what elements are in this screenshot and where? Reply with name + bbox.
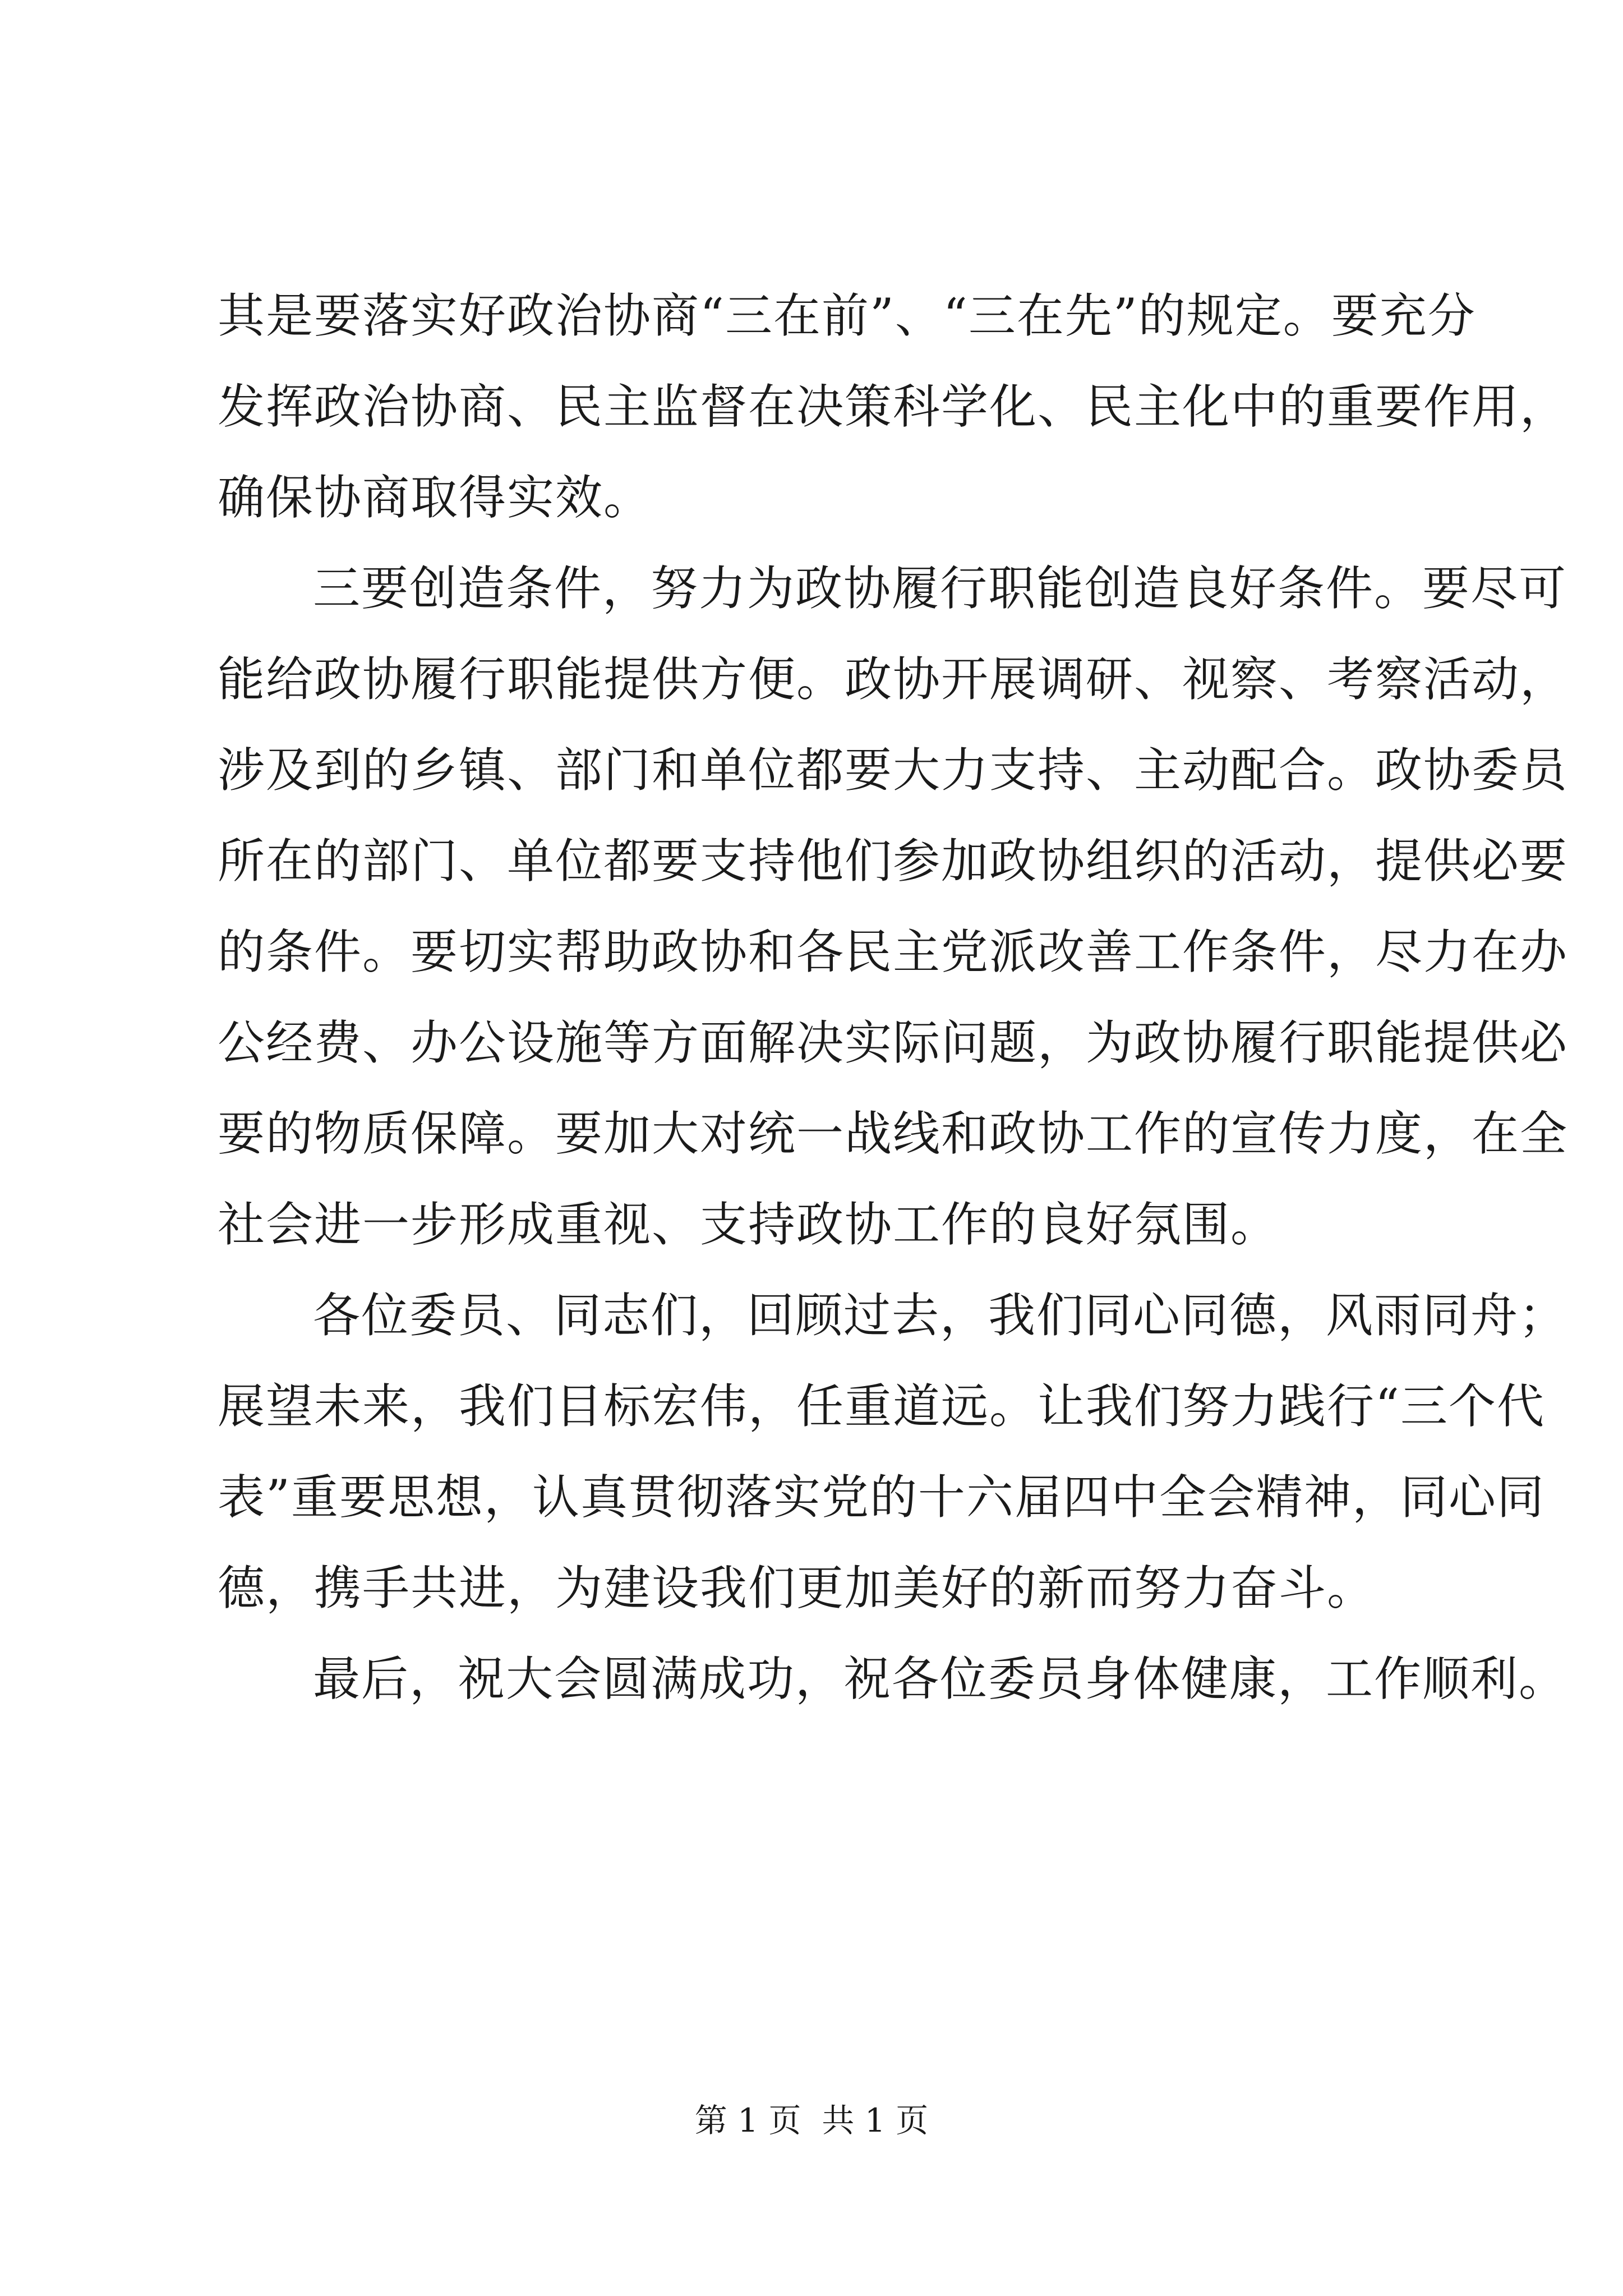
text-line: 社会进一步形成重视、支持政协工作的良好氛围。: [218, 1197, 1279, 1252]
text-line: 所在的部门、单位都要支持他们参加政协组织的活动，提供必要: [218, 834, 1569, 889]
text-line: 表”重要思想，认真贯彻落实党的十六届四中全会精神，同心同: [218, 1470, 1545, 1525]
page-footer: [0, 2098, 1623, 2143]
paragraph-start-line: 最后，祝大会圆满成功，祝各位委员身体健康，工作顺利。: [313, 1651, 1567, 1706]
text-line: 确保协商取得实效。: [218, 470, 652, 525]
document-body: [218, 270, 1569, 1724]
text-line: 的条件。要切实帮助政协和各民主党派改善工作条件，尽力在办: [218, 924, 1569, 979]
text-line: 德，携手共进，为建设我们更加美好的新而努力奋斗。: [218, 1561, 1376, 1616]
paragraph-start-line: 各位委员、同志们，回顾过去，我们同心同德，风雨同舟；: [313, 1288, 1567, 1343]
text-line: 发挥政治协商、民主监督在决策科学化、民主化中的重要作用，: [218, 379, 1569, 434]
text-line: 其是要落实好政治协商“三在前”、“三在先”的规定。要充分: [218, 288, 1476, 343]
text-line: 展望未来，我们目标宏伟，任重道远。让我们努力践行“三个代: [218, 1379, 1545, 1434]
page-number-label: 第 1 页 共 1 页: [694, 2101, 929, 2139]
text-line: 要的物质保障。要加大对统一战线和政协工作的宣传力度，在全: [218, 1106, 1569, 1161]
paragraph-start-line: 三要创造条件，努力为政协履行职能创造良好条件。要尽可: [313, 561, 1567, 616]
text-line: 公经费、办公设施等方面解决实际问题，为政协履行职能提供必: [218, 1015, 1569, 1070]
text-line: 能给政协履行职能提供方便。政协开展调研、视察、考察活动，: [218, 652, 1569, 707]
text-line: 涉及到的乡镇、部门和单位都要大力支持、主动配合。政协委员: [218, 743, 1569, 798]
